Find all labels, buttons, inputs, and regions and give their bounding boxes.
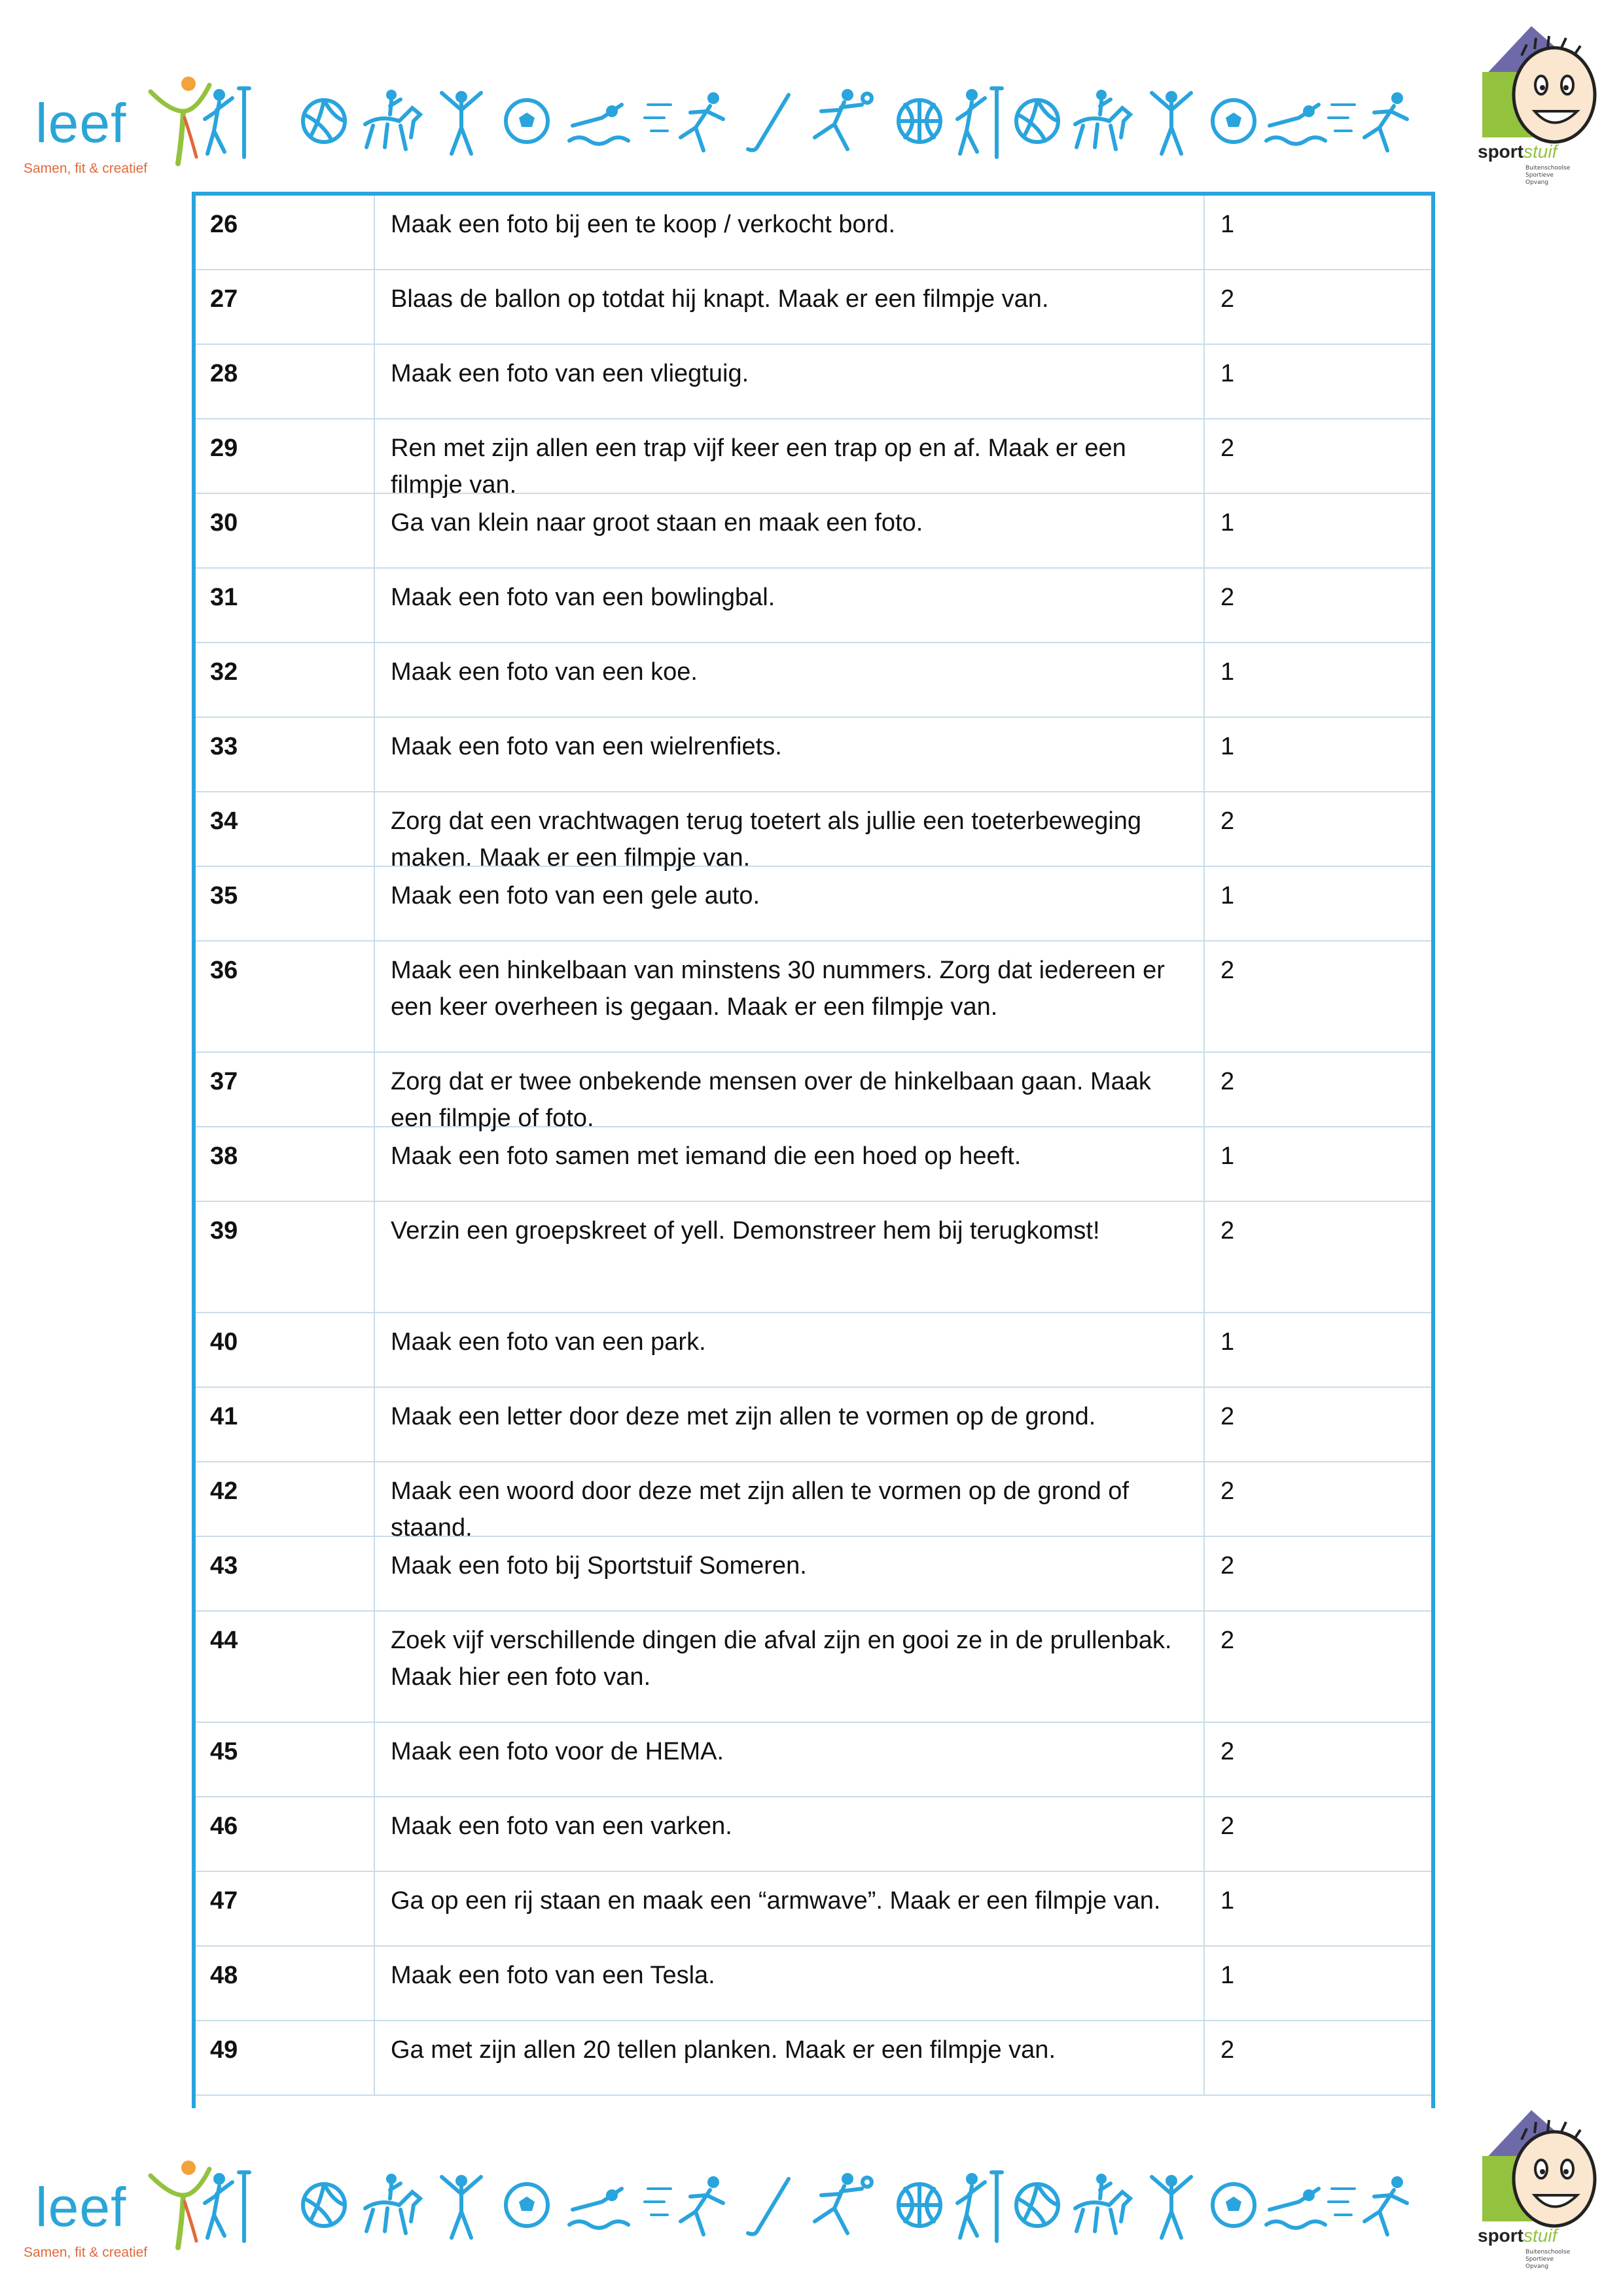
row-number-cell	[196, 1388, 375, 1461]
row-number: 38	[210, 1142, 238, 1170]
leef-logo	[20, 65, 203, 190]
header-band	[0, 20, 1621, 190]
row-points-cell	[1205, 494, 1431, 567]
row-number: 32	[210, 658, 238, 686]
row-task-cell	[375, 867, 1205, 940]
netball-icon	[205, 2172, 249, 2241]
row-points-cell	[1205, 419, 1431, 493]
soccer-ball-icon	[506, 2184, 548, 2226]
table-row	[196, 419, 1431, 499]
row-task-cell	[375, 1202, 1205, 1312]
row-task-cell	[375, 1462, 1205, 1542]
row-number: 35	[210, 882, 238, 910]
row-points-cell	[1205, 270, 1431, 344]
row-task: Maak een foto van een Tesla.	[391, 1962, 715, 1989]
gymnast-icon	[442, 2175, 481, 2238]
row-task: Ga op een rij staan en maak een “armwave”. Maak er een filmpje van.	[391, 1887, 1161, 1915]
basketball-icon	[899, 2184, 940, 2226]
table-row	[196, 1797, 1431, 1872]
row-number: 28	[210, 360, 238, 387]
row-number: 29	[210, 434, 238, 462]
row-number: 45	[210, 1738, 238, 1765]
row-points: 1	[1220, 509, 1235, 537]
runner-icon	[645, 2176, 723, 2234]
row-points-cell	[1205, 1462, 1431, 1536]
row-number-cell	[196, 419, 375, 493]
row-number-cell	[196, 1612, 375, 1722]
hockey-stick-icon	[748, 95, 789, 150]
sportstuif-logo	[1476, 20, 1607, 190]
row-number-cell	[196, 1947, 375, 2020]
row-points: 2	[1220, 1477, 1235, 1505]
row-task: Maak een foto van een wielrenfiets.	[391, 733, 782, 760]
swimmer-icon	[1266, 105, 1325, 144]
row-number: 34	[210, 807, 238, 835]
row-points-cell	[1205, 718, 1431, 791]
row-points: 2	[1220, 1812, 1235, 1840]
row-task: Zorg dat er twee onbekende mensen over de hinkelbaan gaan. Maak een filmpje of foto.	[391, 1068, 1151, 1132]
row-task: Ga met zijn allen 20 tellen planken. Maak er een filmpje van.	[391, 2036, 1056, 2064]
row-points-cell	[1205, 1388, 1431, 1461]
row-points-cell	[1205, 1053, 1431, 1126]
row-number-cell	[196, 1462, 375, 1536]
row-task-cell	[375, 718, 1205, 791]
row-number: 39	[210, 1217, 238, 1245]
sportstuif-logo	[1476, 2104, 1607, 2274]
row-task-cell	[375, 1127, 1205, 1201]
row-task: Ga van klein naar groot staan en maak een foto.	[391, 509, 923, 537]
row-task-cell	[375, 1723, 1205, 1796]
row-points-cell	[1205, 1612, 1431, 1722]
row-points: 1	[1220, 1142, 1235, 1170]
row-points-cell	[1205, 643, 1431, 716]
row-points: 2	[1220, 1403, 1235, 1430]
row-points: 2	[1220, 1627, 1235, 1654]
sportstuif-logo-word: sportstuif	[1478, 2225, 1558, 2246]
table-row	[196, 270, 1431, 345]
row-number: 42	[210, 1477, 238, 1505]
row-number-cell	[196, 569, 375, 642]
sport-icons-strip	[200, 79, 1436, 164]
row-points-cell	[1205, 2021, 1431, 2094]
row-number: 31	[210, 584, 238, 611]
row-task: Maak een foto samen met iemand die een hoed op heeft.	[391, 1142, 1022, 1170]
row-points: 1	[1220, 360, 1235, 387]
volleyball-icon	[303, 100, 345, 142]
row-number-cell	[196, 1872, 375, 1945]
table-row	[196, 792, 1431, 872]
row-number-cell	[196, 942, 375, 1051]
gymnast-icon	[1152, 2175, 1191, 2238]
row-number: 26	[210, 211, 238, 238]
row-points: 2	[1220, 285, 1235, 313]
row-points: 2	[1220, 807, 1235, 835]
soccer-ball-icon	[1213, 100, 1255, 142]
row-number-cell	[196, 345, 375, 418]
row-task-cell	[375, 1537, 1205, 1610]
row-number-cell	[196, 196, 375, 269]
soccer-ball-icon	[506, 100, 548, 142]
table-body	[196, 196, 1431, 2096]
row-points-cell	[1205, 1872, 1431, 1945]
horse-riding-icon	[1075, 2174, 1130, 2233]
row-points: 1	[1220, 1887, 1235, 1915]
sportstuif-logo-word: sportstuif	[1478, 141, 1558, 162]
volleyball-icon	[1016, 100, 1058, 142]
row-task: Blaas de ballon op totdat hij knapt. Maak er een filmpje van.	[391, 285, 1049, 313]
assignment-table	[192, 192, 1435, 2108]
row-points: 2	[1220, 2036, 1235, 2064]
row-points: 2	[1220, 584, 1235, 611]
row-points: 1	[1220, 658, 1235, 686]
hockey-stick-icon	[748, 2179, 789, 2234]
row-number-cell	[196, 1723, 375, 1796]
row-number-cell	[196, 1202, 375, 1312]
netball-icon	[957, 88, 1002, 157]
row-number-cell	[196, 494, 375, 567]
table-row	[196, 196, 1431, 270]
row-task: Maak een foto van een varken.	[391, 1812, 732, 1840]
swimmer-icon	[569, 105, 628, 144]
row-points: 1	[1220, 733, 1235, 760]
row-task: Maak een foto van een park.	[391, 1328, 706, 1356]
row-points-cell	[1205, 569, 1431, 642]
row-task-cell	[375, 942, 1205, 1051]
row-points: 2	[1220, 1217, 1235, 1245]
row-points: 2	[1220, 1738, 1235, 1765]
row-task: Maak een foto van een bowlingbal.	[391, 584, 775, 611]
row-number-cell	[196, 718, 375, 791]
row-number-cell	[196, 1127, 375, 1201]
row-task-cell	[375, 1313, 1205, 1386]
row-number: 44	[210, 1627, 238, 1654]
row-task-cell	[375, 1947, 1205, 2020]
row-task-cell	[375, 2021, 1205, 2094]
horse-riding-icon	[365, 2174, 420, 2233]
table-row	[196, 1388, 1431, 1462]
sportstuif-face-icon	[1476, 2104, 1607, 2228]
table-row	[196, 942, 1431, 1053]
swimmer-icon	[1266, 2189, 1325, 2228]
row-task-cell	[375, 345, 1205, 418]
row-points-cell	[1205, 792, 1431, 866]
row-number: 40	[210, 1328, 238, 1356]
row-points-cell	[1205, 1947, 1431, 2020]
table-row	[196, 1537, 1431, 1612]
row-task-cell	[375, 196, 1205, 269]
table-row	[196, 1872, 1431, 1947]
leef-logo-word: leef	[35, 2176, 127, 2238]
row-number-cell	[196, 1537, 375, 1610]
table-row	[196, 643, 1431, 718]
row-task-cell	[375, 1388, 1205, 1461]
row-task: Maak een foto bij Sportstuif Someren.	[391, 1552, 807, 1580]
runner-icon	[1328, 92, 1407, 150]
table-row	[196, 1202, 1431, 1313]
row-task: Maak een hinkelbaan van minstens 30 nummers. Zorg dat iedereen er een keer overheen is gegaan. Maak er een filmpje van.	[391, 957, 1165, 1021]
footer-band	[0, 2104, 1621, 2274]
row-points-cell	[1205, 1127, 1431, 1201]
volleyball-icon	[303, 2184, 345, 2226]
horse-riding-icon	[1075, 90, 1130, 149]
table-row	[196, 867, 1431, 942]
row-number: 43	[210, 1552, 238, 1580]
row-number-cell	[196, 867, 375, 940]
leef-logo-word: leef	[35, 92, 127, 154]
row-task-cell	[375, 792, 1205, 872]
horse-riding-icon	[365, 90, 420, 149]
row-number: 37	[210, 1068, 238, 1095]
row-number: 36	[210, 957, 238, 984]
table-row	[196, 1947, 1431, 2021]
sportstuif-logo-subtitle: Buitenschoolse Sportieve Opvang	[1525, 165, 1571, 186]
table-row	[196, 1053, 1431, 1132]
row-points: 2	[1220, 1068, 1235, 1095]
leef-logo	[20, 2149, 203, 2274]
row-task: Maak een letter door deze met zijn allen te vormen op de grond.	[391, 1403, 1096, 1430]
table-row	[196, 1723, 1431, 1797]
leef-logo-tagline: Samen, fit & creatief	[24, 2245, 148, 2260]
row-task: Maak een woord door deze met zijn allen te vormen op de grond of staand.	[391, 1477, 1129, 1542]
sport-icons-strip-footer	[200, 2163, 1436, 2248]
table-row	[196, 569, 1431, 643]
table-row	[196, 2021, 1431, 2096]
gymnast-icon	[1152, 91, 1191, 154]
soccer-ball-icon	[1213, 2184, 1255, 2226]
row-points: 1	[1220, 1962, 1235, 1989]
row-task: Maak een foto van een vliegtuig.	[391, 360, 749, 387]
row-points-cell	[1205, 942, 1431, 1051]
row-points-cell	[1205, 196, 1431, 269]
row-number-cell	[196, 1053, 375, 1126]
row-task: Zoek vijf verschillende dingen die afval zijn en gooi ze in de prullenbak. Maak hier een foto van.	[391, 1627, 1172, 1691]
row-points-cell	[1205, 1797, 1431, 1871]
row-number-cell	[196, 643, 375, 716]
row-number: 30	[210, 509, 238, 537]
volleyball-icon	[1016, 2184, 1058, 2226]
row-points-cell	[1205, 1537, 1431, 1610]
table-row	[196, 1127, 1431, 1202]
table-row	[196, 345, 1431, 419]
row-points-cell	[1205, 1313, 1431, 1386]
row-points-cell	[1205, 1202, 1431, 1312]
row-number: 27	[210, 285, 238, 313]
row-points-cell	[1205, 1723, 1431, 1796]
row-points-cell	[1205, 867, 1431, 940]
row-points: 1	[1220, 882, 1235, 910]
row-task: Maak een foto van een gele auto.	[391, 882, 760, 910]
row-points: 1	[1220, 211, 1235, 238]
row-points: 2	[1220, 957, 1235, 984]
row-task-cell	[375, 494, 1205, 567]
row-task-cell	[375, 419, 1205, 499]
row-points: 2	[1220, 434, 1235, 462]
row-number: 46	[210, 1812, 238, 1840]
table-row	[196, 718, 1431, 792]
row-number: 48	[210, 1962, 238, 1989]
row-number: 49	[210, 2036, 238, 2064]
netball-icon	[957, 2172, 1002, 2241]
row-number-cell	[196, 792, 375, 866]
table-row	[196, 1462, 1431, 1542]
row-points: 2	[1220, 1552, 1235, 1580]
row-task-cell	[375, 1872, 1205, 1945]
sportstuif-logo-subtitle: Buitenschoolse Sportieve Opvang	[1525, 2249, 1571, 2270]
basketball-icon	[899, 100, 940, 142]
row-task: Maak een foto van een koe.	[391, 658, 698, 686]
handball-icon	[815, 2173, 872, 2233]
leef-logo-tagline: Samen, fit & creatief	[24, 161, 148, 176]
row-number-cell	[196, 270, 375, 344]
row-number: 47	[210, 1887, 238, 1915]
runner-icon	[1328, 2176, 1407, 2234]
runner-icon	[645, 92, 723, 150]
table-row	[196, 1612, 1431, 1723]
row-number-cell	[196, 1797, 375, 1871]
row-points: 1	[1220, 1328, 1235, 1356]
row-number-cell	[196, 2021, 375, 2094]
row-task: Verzin een groepskreet of yell. Demonstreer hem bij terugkomst!	[391, 1217, 1100, 1245]
row-task-cell	[375, 1612, 1205, 1722]
netball-icon	[205, 88, 249, 157]
row-task: Maak een foto bij een te koop / verkocht bord.	[391, 211, 896, 238]
row-task-cell	[375, 569, 1205, 642]
handball-icon	[815, 89, 872, 149]
row-task-cell	[375, 1053, 1205, 1132]
row-task: Maak een foto voor de HEMA.	[391, 1738, 724, 1765]
swimmer-icon	[569, 2189, 628, 2228]
sportstuif-face-icon	[1476, 20, 1607, 144]
gymnast-icon	[442, 91, 481, 154]
row-number-cell	[196, 1313, 375, 1386]
row-task-cell	[375, 1797, 1205, 1871]
table-row	[196, 1313, 1431, 1388]
row-task-cell	[375, 643, 1205, 716]
row-task: Ren met zijn allen een trap vijf keer een trap op en af. Maak er een filmpje van.	[391, 434, 1126, 499]
table-row	[196, 494, 1431, 569]
row-task: Zorg dat een vrachtwagen terug toetert als jullie een toeterbeweging maken. Maak er een filmpje van.	[391, 807, 1142, 872]
row-number: 33	[210, 733, 238, 760]
row-task-cell	[375, 270, 1205, 344]
row-points-cell	[1205, 345, 1431, 418]
row-number: 41	[210, 1403, 238, 1430]
